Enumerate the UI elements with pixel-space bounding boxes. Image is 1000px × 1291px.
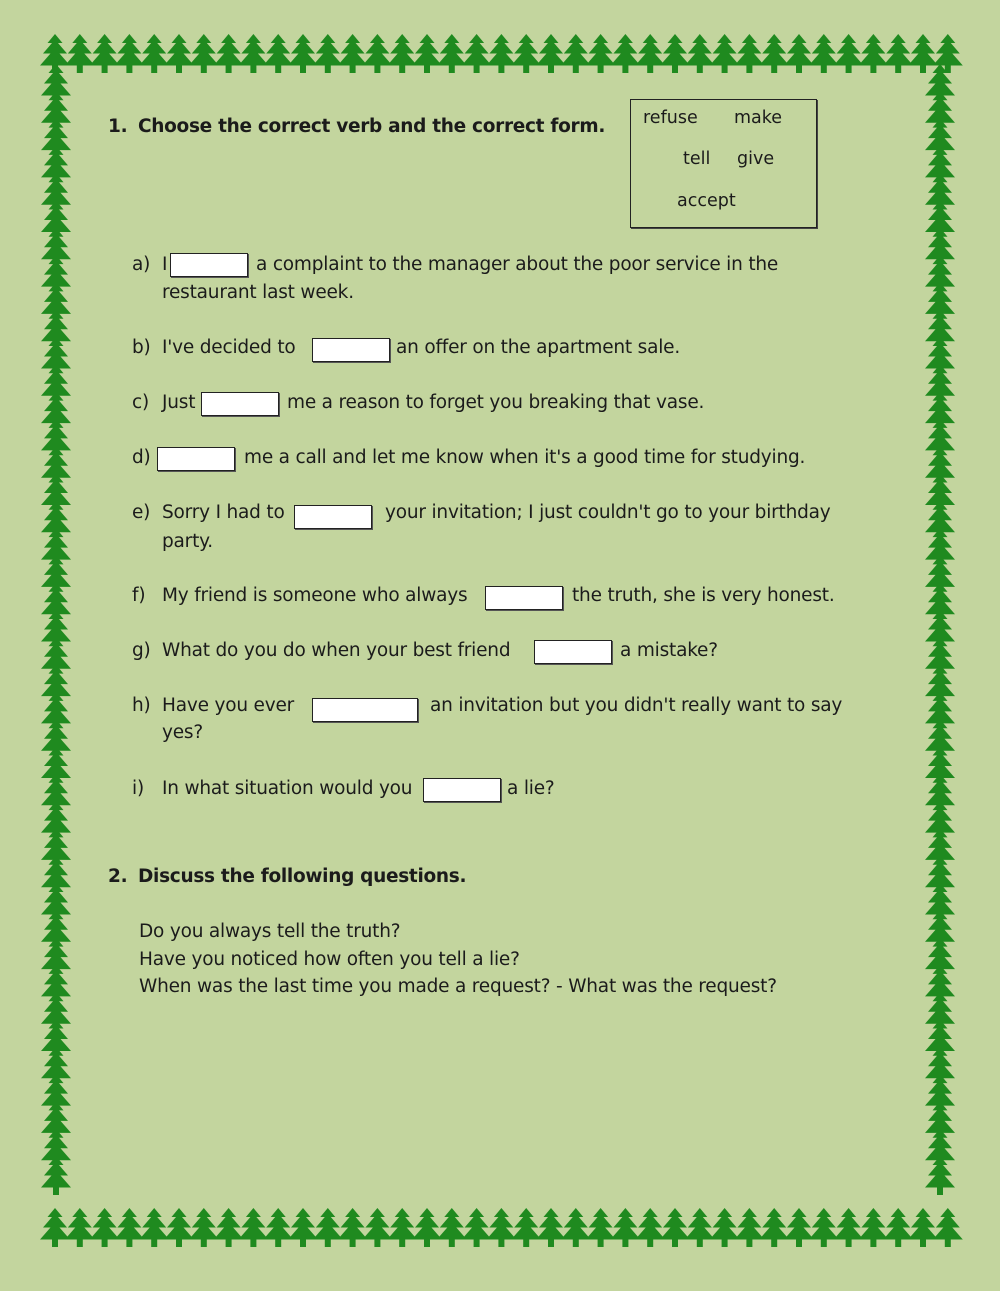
- tree-icon: [710, 1208, 740, 1247]
- tree-icon: [437, 1208, 467, 1247]
- word-bank: [630, 99, 817, 228]
- item-label: a): [132, 254, 151, 275]
- tree-icon: [586, 1208, 616, 1247]
- word-bank-item: make: [734, 108, 783, 128]
- answer-input-e[interactable]: [294, 505, 372, 529]
- tree-icon: [214, 34, 244, 73]
- tree-icon: [858, 34, 888, 73]
- tree-icon: [635, 34, 665, 73]
- tree-icon: [412, 34, 442, 73]
- tree-icon: [90, 34, 120, 73]
- tree-icon: [685, 34, 715, 73]
- section-2-title: Discuss the following questions.: [138, 866, 467, 887]
- tree-icon: [189, 1208, 219, 1247]
- answer-input-a[interactable]: [170, 253, 248, 277]
- tree-icon: [561, 1208, 591, 1247]
- item-after: a lie?: [507, 778, 555, 799]
- tree-icon: [710, 34, 740, 73]
- tree-icon: [660, 1208, 690, 1247]
- item-before: Have you ever: [162, 695, 295, 716]
- item-label: h): [132, 695, 151, 716]
- word-bank-item: refuse: [643, 108, 698, 128]
- item-after: a complaint to the manager about the poor service in the: [256, 254, 779, 275]
- item-i: [132, 778, 412, 799]
- tree-icon: [610, 1208, 640, 1247]
- tree-icon: [511, 34, 541, 73]
- tree-icon: [933, 34, 963, 73]
- tree-icon: [412, 1208, 442, 1247]
- tree-icon: [263, 34, 293, 73]
- section-1-heading: [108, 116, 605, 137]
- tree-icon: [486, 34, 516, 73]
- item-label: d): [132, 447, 151, 468]
- item-e: [132, 502, 285, 523]
- tree-icon: [288, 1208, 318, 1247]
- tree-icon: [114, 1208, 144, 1247]
- tree-icon: [908, 1208, 938, 1247]
- item-before: What do you do when your best friend: [162, 640, 511, 661]
- item-before: I: [162, 254, 168, 275]
- tree-icon: [462, 34, 492, 73]
- tree-icon: [238, 34, 268, 73]
- item-continuation: party.: [162, 531, 213, 552]
- tree-icon: [784, 1208, 814, 1247]
- tree-icon: [462, 1208, 492, 1247]
- tree-icon: [486, 1208, 516, 1247]
- item-b: [132, 337, 296, 358]
- tree-icon: [908, 34, 938, 73]
- item-continuation: yes?: [162, 722, 203, 743]
- tree-icon: [536, 34, 566, 73]
- tree-icon: [635, 1208, 665, 1247]
- answer-input-h[interactable]: [312, 698, 418, 722]
- tree-icon: [189, 34, 219, 73]
- tree-icon: [536, 1208, 566, 1247]
- tree-icon: [809, 34, 839, 73]
- word-bank-item: tell: [683, 149, 711, 169]
- item-after: a mistake?: [620, 640, 718, 661]
- tree-icon: [90, 1208, 120, 1247]
- item-before: My friend is someone who always: [162, 585, 468, 606]
- tree-icon: [784, 34, 814, 73]
- tree-icon: [164, 1208, 194, 1247]
- answer-input-g[interactable]: [534, 640, 612, 664]
- item-after: an invitation but you didn't really want to say: [430, 695, 843, 716]
- tree-icon: [40, 1208, 70, 1247]
- tree-icon: [387, 34, 417, 73]
- tree-icon: [263, 1208, 293, 1247]
- tree-icon: [437, 34, 467, 73]
- tree-icon: [933, 1208, 963, 1247]
- tree-icon: [362, 34, 392, 73]
- tree-icon: [41, 1156, 71, 1195]
- tree-icon: [734, 34, 764, 73]
- section-1-title: Choose the correct verb and the correct form.: [138, 116, 606, 137]
- item-before: Just: [162, 392, 196, 413]
- tree-icon: [660, 34, 690, 73]
- tree-icon: [362, 1208, 392, 1247]
- item-continuation: restaurant last week.: [162, 282, 354, 303]
- section-1-number: 1.: [108, 116, 128, 137]
- section-2-heading: [108, 866, 466, 887]
- tree-icon: [759, 34, 789, 73]
- answer-input-b[interactable]: [312, 338, 390, 362]
- tree-icon: [883, 1208, 913, 1247]
- tree-icon: [164, 34, 194, 73]
- tree-icon: [561, 34, 591, 73]
- item-label: b): [132, 337, 151, 358]
- tree-icon: [387, 1208, 417, 1247]
- tree-icon: [511, 1208, 541, 1247]
- item-after: the truth, she is very honest.: [572, 585, 835, 606]
- section-2-number: 2.: [108, 866, 128, 887]
- tree-icon: [214, 1208, 244, 1247]
- item-f: [132, 585, 468, 606]
- tree-icon: [114, 34, 144, 73]
- item-a: [132, 254, 167, 275]
- item-after: me a call and let me know when it's a good time for studying.: [244, 447, 806, 468]
- item-before: In what situation would you: [162, 778, 413, 799]
- tree-icon: [858, 1208, 888, 1247]
- tree-icon: [65, 1208, 95, 1247]
- item-label: i): [132, 778, 144, 799]
- tree-icon: [338, 1208, 368, 1247]
- tree-icon: [313, 1208, 343, 1247]
- item-label: f): [132, 585, 146, 606]
- item-after: your invitation; I just couldn't go to your birthday: [385, 502, 831, 523]
- answer-input-d[interactable]: [157, 447, 235, 471]
- tree-icon: [338, 34, 368, 73]
- tree-icon: [238, 1208, 268, 1247]
- discussion-question: Have you noticed how often you tell a lie?: [139, 949, 520, 970]
- tree-icon: [610, 34, 640, 73]
- tree-icon: [139, 1208, 169, 1247]
- tree-icon: [759, 1208, 789, 1247]
- tree-icon: [883, 34, 913, 73]
- item-after: an offer on the apartment sale.: [396, 337, 681, 358]
- tree-icon: [834, 34, 864, 73]
- tree-icon: [809, 1208, 839, 1247]
- tree-icon: [734, 1208, 764, 1247]
- item-label: c): [132, 392, 149, 413]
- answer-input-c[interactable]: [201, 392, 279, 416]
- tree-icon: [288, 34, 318, 73]
- item-h: [132, 695, 294, 716]
- item-c: [132, 392, 195, 413]
- item-label: g): [132, 640, 151, 661]
- tree-icon: [685, 1208, 715, 1247]
- tree-icon: [586, 34, 616, 73]
- tree-icon: [834, 1208, 864, 1247]
- tree-icon: [925, 1156, 955, 1195]
- answer-input-i[interactable]: [423, 778, 501, 802]
- word-bank-item: give: [737, 149, 775, 169]
- answer-input-f[interactable]: [485, 586, 563, 610]
- tree-icon: [139, 34, 169, 73]
- item-before: I've decided to: [162, 337, 296, 358]
- discussion-question: Do you always tell the truth?: [139, 921, 401, 942]
- item-after: me a reason to forget you breaking that vase.: [287, 392, 705, 413]
- discussion-question: When was the last time you made a request? - What was the request?: [139, 976, 777, 997]
- tree-icon: [313, 34, 343, 73]
- item-g: [132, 640, 510, 661]
- word-bank-item: accept: [677, 191, 736, 211]
- item-before: Sorry I had to: [162, 502, 285, 523]
- item-label: e): [132, 502, 151, 523]
- tree-icon: [65, 34, 95, 73]
